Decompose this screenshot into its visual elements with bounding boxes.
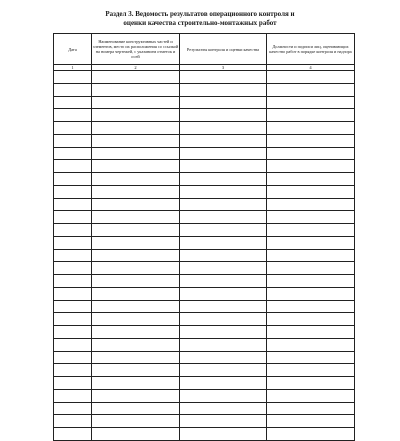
table-cell xyxy=(267,185,355,198)
table-cell xyxy=(267,96,355,109)
table-cell xyxy=(54,185,92,198)
table-cell xyxy=(267,300,355,313)
table-row xyxy=(54,351,355,364)
header-date: Дата xyxy=(54,34,92,65)
table-cell xyxy=(180,173,267,186)
table-cell xyxy=(267,428,355,441)
column-number: 3 xyxy=(180,65,267,71)
table-cell xyxy=(267,211,355,224)
table-cell xyxy=(180,313,267,326)
table-cell xyxy=(92,313,180,326)
table-row xyxy=(54,122,355,135)
table-row xyxy=(54,364,355,377)
table-cell xyxy=(54,109,92,122)
table-cell xyxy=(92,262,180,275)
table-cell xyxy=(92,351,180,364)
table-cell xyxy=(267,262,355,275)
table-cell xyxy=(92,236,180,249)
table-cell xyxy=(267,249,355,262)
table-cell xyxy=(180,109,267,122)
table-row xyxy=(54,377,355,390)
table-cell xyxy=(92,389,180,402)
table-cell xyxy=(267,134,355,147)
table-cell xyxy=(180,224,267,237)
table-cell xyxy=(54,313,92,326)
title-line-2: оценки качества строительно-монтажных работ xyxy=(123,19,277,27)
table-cell xyxy=(180,300,267,313)
table-row xyxy=(54,211,355,224)
table-cell xyxy=(54,71,92,84)
table-cell xyxy=(267,275,355,288)
table-cell xyxy=(92,173,180,186)
table-row xyxy=(54,147,355,160)
table-cell xyxy=(267,389,355,402)
table-cell xyxy=(54,96,92,109)
table-cell xyxy=(267,364,355,377)
table-cell xyxy=(54,224,92,237)
table-cell xyxy=(267,287,355,300)
column-number: 1 xyxy=(54,65,92,71)
table-row xyxy=(54,160,355,173)
table-cell xyxy=(180,326,267,339)
table-cell xyxy=(54,275,92,288)
table-cell xyxy=(92,402,180,415)
table-cell xyxy=(54,134,92,147)
table-cell xyxy=(92,71,180,84)
table-cell xyxy=(180,402,267,415)
table-cell xyxy=(92,364,180,377)
table-cell xyxy=(92,326,180,339)
table-row xyxy=(54,415,355,428)
table-cell xyxy=(54,198,92,211)
table-cell xyxy=(54,338,92,351)
table-cell xyxy=(180,83,267,96)
table-cell xyxy=(267,402,355,415)
table-row xyxy=(54,275,355,288)
table-row xyxy=(54,428,355,441)
table-cell xyxy=(54,147,92,160)
table-row xyxy=(54,83,355,96)
table-row xyxy=(54,198,355,211)
table-cell xyxy=(180,364,267,377)
table-cell xyxy=(54,262,92,275)
table-cell xyxy=(180,275,267,288)
table-cell xyxy=(267,377,355,390)
table-cell xyxy=(92,224,180,237)
table-cell xyxy=(92,287,180,300)
column-number: 2 xyxy=(92,65,180,71)
table-cell xyxy=(54,364,92,377)
table-cell xyxy=(92,134,180,147)
document-title xyxy=(40,10,360,28)
table-cell xyxy=(92,338,180,351)
table-row xyxy=(54,71,355,84)
header-structural-parts: Наименование конструктивных частей и элементов, место их расположения со ссылкой на номера чертежей, с указанием отметок и осей xyxy=(92,34,180,65)
table-cell xyxy=(180,211,267,224)
table-row xyxy=(54,134,355,147)
table-cell xyxy=(92,83,180,96)
table-row xyxy=(54,224,355,237)
table-cell xyxy=(92,198,180,211)
column-number: 4 xyxy=(267,65,355,71)
table-cell xyxy=(92,185,180,198)
table-row xyxy=(54,300,355,313)
table-cell xyxy=(180,389,267,402)
table-cell xyxy=(180,147,267,160)
table-cell xyxy=(54,351,92,364)
table-cell xyxy=(54,173,92,186)
table-row xyxy=(54,402,355,415)
table-cell xyxy=(92,275,180,288)
table-cell xyxy=(92,415,180,428)
table-cell xyxy=(180,287,267,300)
table-cell xyxy=(180,338,267,351)
title-line-1: Раздел 3. Ведомость результатов операционного контроля и xyxy=(105,10,295,18)
table-cell xyxy=(180,160,267,173)
table-cell xyxy=(54,300,92,313)
table-row xyxy=(54,313,355,326)
table-cell xyxy=(54,402,92,415)
table-cell xyxy=(267,71,355,84)
table-cell xyxy=(180,262,267,275)
table-cell xyxy=(180,428,267,441)
table-cell xyxy=(92,300,180,313)
table-cell xyxy=(267,83,355,96)
table-cell xyxy=(180,198,267,211)
table-cell xyxy=(267,313,355,326)
table-cell xyxy=(54,377,92,390)
table-row xyxy=(54,96,355,109)
header-control-results: Результаты контроля и оценки качества xyxy=(180,34,267,65)
table-cell xyxy=(267,147,355,160)
table-cell xyxy=(180,134,267,147)
table-cell xyxy=(92,211,180,224)
table-cell xyxy=(180,249,267,262)
table-cell xyxy=(180,351,267,364)
table-cell xyxy=(92,428,180,441)
table-cell xyxy=(54,236,92,249)
table-cell xyxy=(92,377,180,390)
table-row xyxy=(54,338,355,351)
table-cell xyxy=(54,249,92,262)
table-cell xyxy=(180,377,267,390)
table-cell xyxy=(54,415,92,428)
table-row xyxy=(54,109,355,122)
table-cell xyxy=(180,185,267,198)
table-row xyxy=(54,185,355,198)
table-cell xyxy=(267,415,355,428)
table-cell xyxy=(180,71,267,84)
table-cell xyxy=(92,249,180,262)
table-cell xyxy=(92,160,180,173)
table-cell xyxy=(54,122,92,135)
table-cell xyxy=(92,96,180,109)
table-cell xyxy=(267,351,355,364)
table-cell xyxy=(267,326,355,339)
table-cell xyxy=(267,338,355,351)
table-cell xyxy=(180,96,267,109)
quality-control-table xyxy=(53,33,355,441)
table-row xyxy=(54,249,355,262)
table-cell xyxy=(92,147,180,160)
table-header-row xyxy=(54,34,355,65)
header-signatures: Должности и подписи лиц, оценивающих качество работ в порядке контроля и надзора xyxy=(267,34,355,65)
table-cell xyxy=(54,211,92,224)
table-row xyxy=(54,326,355,339)
table-row xyxy=(54,236,355,249)
table-cell xyxy=(54,160,92,173)
table-cell xyxy=(267,109,355,122)
table-row xyxy=(54,287,355,300)
table-cell xyxy=(180,415,267,428)
table-row xyxy=(54,262,355,275)
table-cell xyxy=(54,287,92,300)
table-cell xyxy=(267,236,355,249)
table-row xyxy=(54,173,355,186)
table-cell xyxy=(54,428,92,441)
table-cell xyxy=(180,236,267,249)
table-cell xyxy=(267,122,355,135)
table-row xyxy=(54,389,355,402)
table-cell xyxy=(267,160,355,173)
table-cell xyxy=(54,83,92,96)
table-cell xyxy=(267,198,355,211)
table-cell xyxy=(54,389,92,402)
table-cell xyxy=(180,122,267,135)
table-cell xyxy=(54,326,92,339)
table-cell xyxy=(92,122,180,135)
table-cell xyxy=(267,173,355,186)
table-cell xyxy=(92,109,180,122)
table-cell xyxy=(267,224,355,237)
